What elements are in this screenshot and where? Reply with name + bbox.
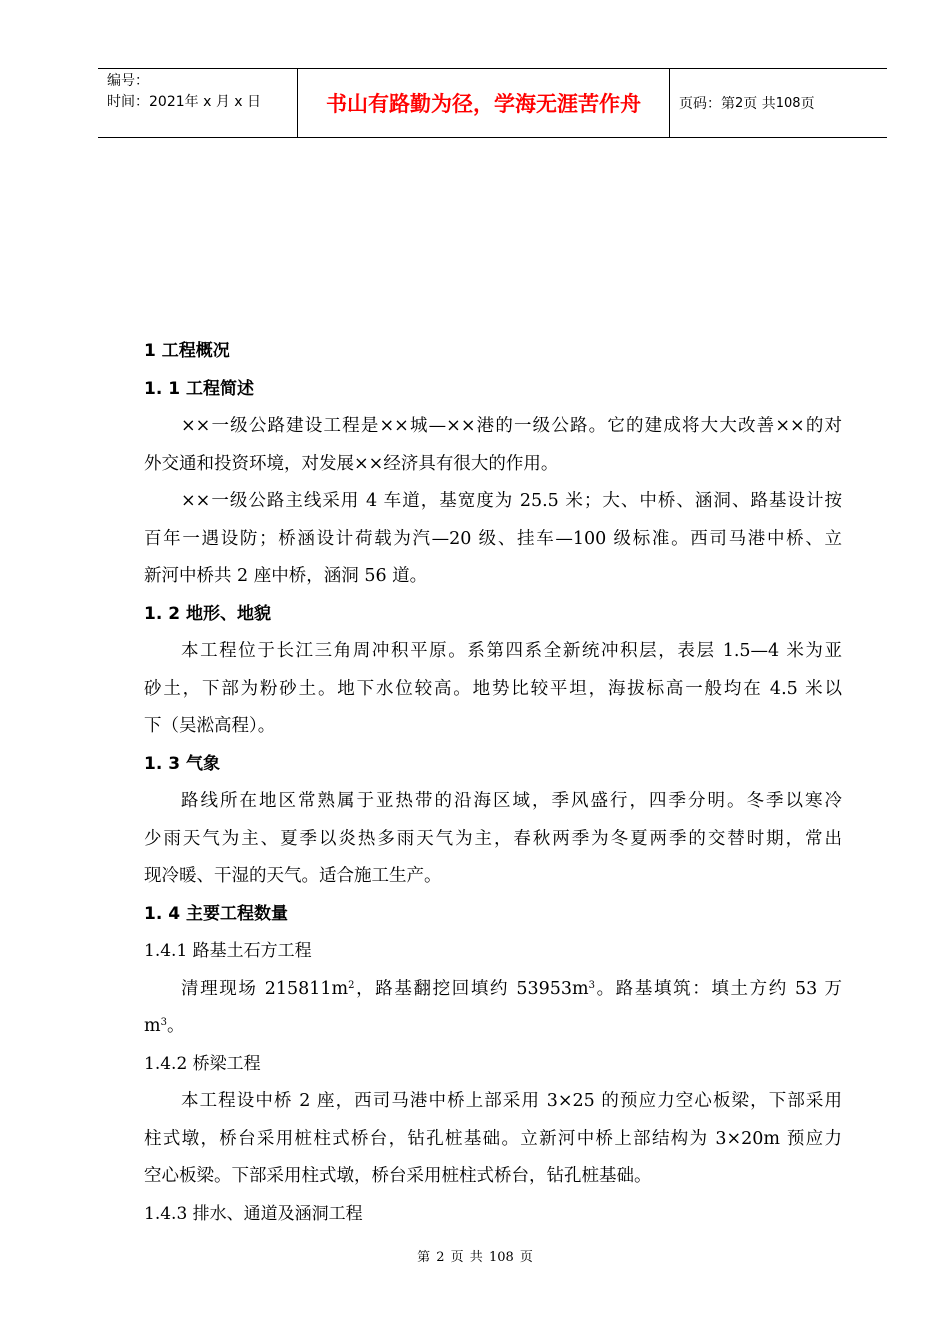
subsection-heading: 1. 4 主要工程数量 <box>144 903 288 924</box>
superscript-3: 3 <box>588 979 595 991</box>
header-meta <box>98 69 298 137</box>
page-label: 页码：第 <box>679 96 735 112</box>
document-time <box>107 92 297 113</box>
paragraph-line: 路线所在地区常熟属于亚热带的沿海区域，季风盛行，四季分明。冬季以寒冷 <box>181 791 842 811</box>
superscript-3: 3 <box>160 1017 167 1028</box>
subsection-heading: 1. 3 气象 <box>144 753 220 774</box>
time-year: 2021 <box>149 94 185 110</box>
sentence-end: 。 <box>166 1016 185 1036</box>
page-mid: 页 共 <box>743 96 776 112</box>
document-body <box>144 333 842 1233</box>
page-footer <box>0 1246 950 1265</box>
footer-prefix: 第 <box>417 1250 431 1265</box>
section-heading: 1 工程概况 <box>144 341 230 361</box>
document-number-label: 编号： <box>107 73 149 89</box>
footer-mid-2: 共 <box>469 1250 483 1265</box>
paragraph-line-with-units <box>144 1008 842 1046</box>
paragraph-line: 本工程位于长江三角周冲积平原。系第四系全新统冲积层，表层 1.5—4 米为亚 <box>181 641 842 661</box>
paragraph-line: 少雨天气为主、夏季以炎热多雨天气为主，春秋两季为冬夏两季的交替时期，常出 <box>144 828 842 849</box>
time-rest: 年 x 月 x 日 <box>184 94 262 110</box>
header-page-info <box>670 69 887 137</box>
superscript-2: 2 <box>348 979 355 991</box>
page-current: 2 <box>735 95 744 111</box>
paragraph-line: 外交通和投资环境，对发展××经济具有很大的作用。 <box>144 453 559 474</box>
paragraph-line: 空心板梁。下部采用柱式墩，桥台采用桩柱式桥台，钻孔桩基础。 <box>144 1166 652 1186</box>
paragraph-line: 现冷暖、干湿的天气。适合施工生产。 <box>144 866 442 886</box>
header-motto: 书山有路勤为径，学海无涯苦作舟 <box>298 69 670 137</box>
clearing-text-b: ，路基翻挖回填约 53953m <box>354 978 589 999</box>
paragraph-line: 柱式墩，桥台采用桩柱式桥台，钻孔桩基础。立新河中桥上部结构为 3×20m 预应力 <box>144 1128 842 1149</box>
paragraph-line-with-units <box>144 971 842 1009</box>
footer-total-pages: 108 <box>488 1250 514 1265</box>
clearing-text-c: 。路基填筑：填土方约 53 万 <box>594 978 842 999</box>
paragraph-line: ××一级公路主线采用 4 车道，基宽度为 25.5 米；大、中桥、涵洞、路基设计按 <box>181 491 842 511</box>
unit-m: m <box>144 1016 161 1036</box>
paragraph-line: 新河中桥共 2 座中桥，涵洞 56 道。 <box>144 566 428 586</box>
page-header <box>98 68 887 138</box>
sub-subsection-heading: 1.4.1 路基土石方工程 <box>144 941 312 961</box>
paragraph-line: 下（吴淞高程）。 <box>144 716 276 736</box>
time-label: 时间： <box>107 94 149 110</box>
page-total: 108 <box>775 95 801 111</box>
paragraph-line: 本工程设中桥 2 座，西司马港中桥上部采用 3×25 的预应力空心板梁，下部采用 <box>181 1091 842 1111</box>
footer-suffix: 页 <box>519 1250 533 1265</box>
footer-current-page: 2 <box>436 1250 445 1265</box>
subsection-heading: 1. 2 地形、地貌 <box>144 603 271 624</box>
paragraph-line: 百年一遇设防；桥涵设计荷载为汽—20 级、挂车—100 级标准。西司马港中桥、立 <box>144 528 842 549</box>
sub-subsection-heading: 1.4.3 排水、通道及涵洞工程 <box>144 1203 363 1224</box>
clearing-text-a: 清理现场 215811m <box>181 978 349 999</box>
paragraph-line: ××一级公路建设工程是××城—××港的一级公路。它的建成将大大改善××的对 <box>181 416 842 436</box>
paragraph-line: 砂土，下部为粉砂土。地下水位较高。地势比较平坦，海拔标高一般均在 4.5 米以 <box>144 678 842 699</box>
footer-mid-1: 页 <box>450 1250 464 1265</box>
subsection-heading: 1. 1 工程简述 <box>144 378 254 399</box>
sub-subsection-heading: 1.4.2 桥梁工程 <box>144 1053 261 1074</box>
page-end: 页 <box>800 96 815 112</box>
